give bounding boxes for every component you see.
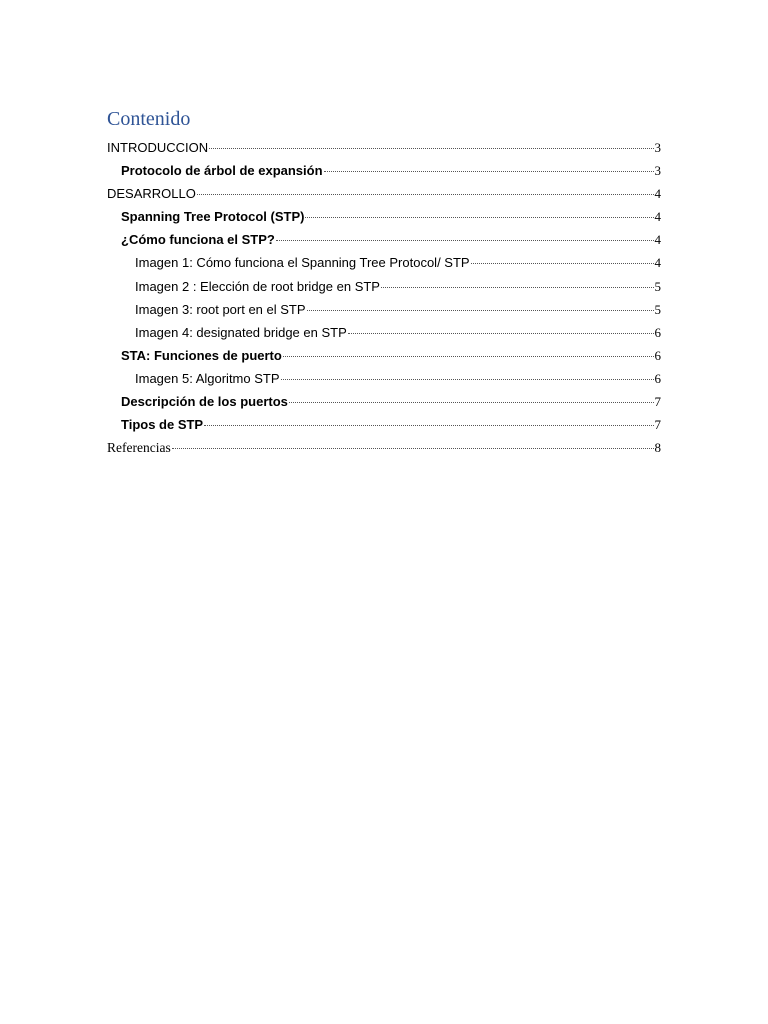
toc-entry[interactable] — [107, 160, 661, 183]
toc-dot-leader — [283, 356, 654, 357]
toc-entry[interactable] — [107, 322, 661, 345]
toc-dot-leader — [276, 240, 654, 241]
toc-entry-title: Imagen 2 : Elección de root bridge en STP — [135, 278, 380, 294]
toc-entry[interactable] — [107, 414, 661, 437]
toc-entry-title: DESARROLLO — [107, 186, 196, 202]
toc-entry[interactable] — [107, 391, 661, 414]
toc-dot-leader — [307, 310, 654, 311]
toc-dot-leader — [281, 379, 654, 380]
toc-dot-leader — [204, 425, 653, 426]
toc-entry[interactable] — [107, 299, 661, 322]
toc-entry-page-number: 4 — [654, 186, 661, 202]
toc-entry-title: ¿Cómo funciona el STP? — [121, 232, 275, 248]
toc-dot-leader — [289, 402, 654, 403]
toc-dot-leader — [172, 448, 654, 449]
toc-entry-page-number: 3 — [654, 140, 661, 155]
toc-entry-page-number: 5 — [654, 278, 661, 294]
toc-entry-page-number: 4 — [654, 232, 661, 248]
toc-entry-title: Referencias — [107, 440, 171, 456]
toc-entry[interactable] — [107, 252, 661, 275]
toc-dot-leader — [305, 217, 653, 218]
toc-entry-page-number: 6 — [654, 347, 661, 363]
toc-entry[interactable] — [107, 137, 661, 160]
toc-entry-page-number: 7 — [654, 417, 661, 433]
toc-entry[interactable] — [107, 368, 661, 391]
toc-dot-leader — [471, 263, 654, 264]
toc-entry-page-number: 7 — [654, 394, 661, 410]
toc-entry-title: Imagen 3: root port en el STP — [135, 301, 306, 317]
toc-entry[interactable] — [107, 345, 661, 368]
toc-entry-title: Protocolo de árbol de expansión — [121, 163, 323, 179]
toc-entry-title: Descripción de los puertos — [121, 394, 288, 410]
toc-entry-title: INTRODUCCION — [107, 140, 209, 155]
toc-entry[interactable] — [107, 276, 661, 299]
toc-entry-title: STA: Funciones de puerto — [121, 347, 282, 363]
toc-entry-page-number: 8 — [654, 440, 661, 456]
toc-entry-title: Imagen 1: Cómo funciona el Spanning Tree Protocol/ STP — [135, 255, 470, 271]
toc-entry-title: Spanning Tree Protocol (STP) — [121, 209, 305, 225]
toc-entry[interactable] — [107, 206, 661, 229]
toc-entry-page-number: 5 — [654, 301, 661, 317]
toc-heading: Contenido — [107, 108, 191, 130]
toc-entry-title: Imagen 5: Algoritmo STP — [135, 370, 280, 386]
toc-entry-page-number: 3 — [654, 163, 661, 179]
toc-entry-page-number: 4 — [654, 209, 661, 225]
toc-entry-title: Tipos de STP — [121, 417, 204, 433]
toc-dot-leader — [324, 171, 654, 172]
toc-entry[interactable] — [107, 183, 661, 206]
toc-dot-leader — [197, 194, 654, 195]
toc-entry-page-number: 4 — [654, 255, 661, 271]
toc-dot-leader — [209, 148, 653, 149]
toc-entry-page-number: 6 — [654, 324, 661, 340]
toc-dot-leader — [381, 287, 654, 288]
toc-entry[interactable] — [107, 229, 661, 252]
toc-dot-leader — [348, 333, 654, 334]
toc-entry[interactable] — [107, 437, 661, 460]
toc-entry-title: Imagen 4: designated bridge en STP — [135, 324, 347, 340]
toc-entry-page-number: 6 — [654, 370, 661, 386]
table-of-contents — [107, 137, 661, 460]
